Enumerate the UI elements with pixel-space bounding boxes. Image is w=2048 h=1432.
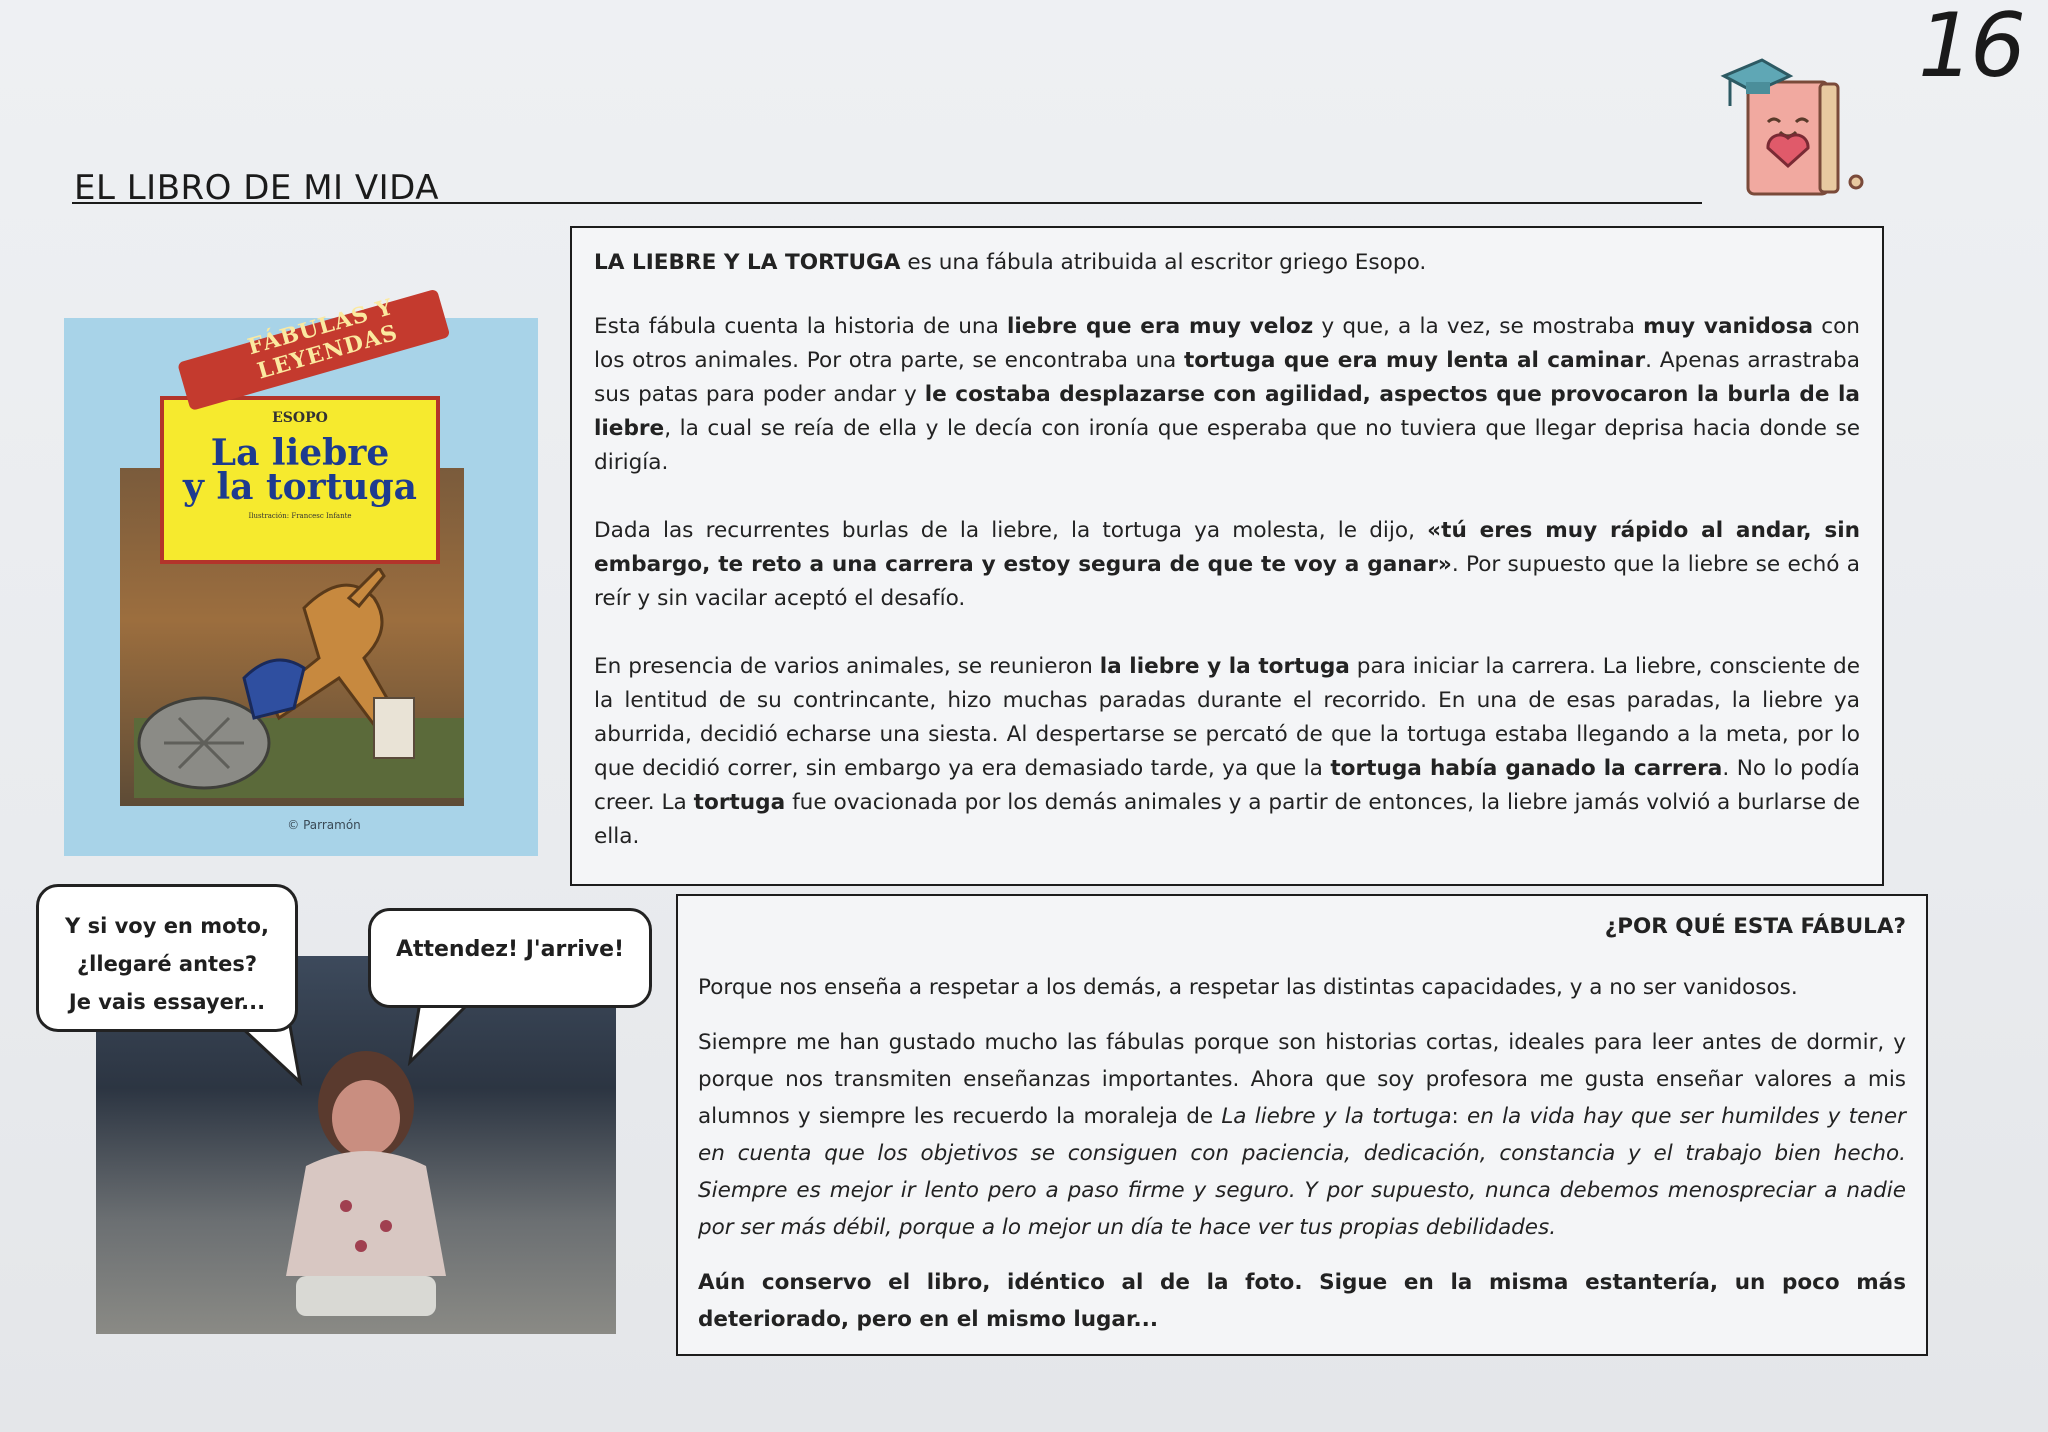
cover-series-text: FÁBULAS Y LEYENDAS — [244, 293, 401, 385]
cover-illustration-credit: Ilustración: Francesc Infante — [248, 512, 352, 520]
fable-p4-bold-2: tortuga había ganado la carrera — [1330, 756, 1723, 781]
fable-paragraph-1 — [594, 246, 1860, 280]
fable-p4-text-1: En presencia de varios animales, se reunieron — [594, 654, 1100, 679]
hare-and-tortoise-illustration — [134, 568, 464, 798]
bubble-left-line-2: ¿llegaré antes? — [76, 952, 258, 976]
fable-title-bold: LA LIEBRE Y LA TORTUGA — [594, 250, 901, 275]
fable-p4-bold-3: tortuga — [693, 790, 786, 815]
fable-p2-bold-2: muy vanidosa — [1643, 314, 1814, 339]
why-paragraph-1: Porque nos enseña a respetar a los demás, a respetar las distintas capacidades, y a no ser vanidosos. — [698, 975, 1798, 1000]
why-p2-moral: en la vida hay que ser humildes y tener en cuenta que los objetivos se consiguen con paciencia, dedicación, constancia y el trabajo bien hecho. Siempre es mejor ir lento pero a paso firme y seguro. Y por supuesto, nunca debemos menospreciar a nadie por ser más débil, porque a lo mejor un día te hace ver tus propias debilidades. — [698, 1104, 1906, 1240]
fable-paragraph-2 — [594, 310, 1860, 480]
fable-p2-bold-1: liebre que era muy veloz — [1006, 314, 1314, 339]
page-title: EL LIBRO DE MI VIDA — [74, 168, 439, 208]
fable-p2-text-2: y que, a la vez, se mostraba — [1313, 314, 1644, 339]
fable-p3-bold-1: «tú eres muy rápido al andar, sin embargo, te reto a una carrera y estoy segura de que te voy a ganar» — [594, 518, 1860, 577]
why-paragraph-2 — [698, 1024, 1906, 1246]
speech-bubble-left — [36, 884, 298, 1032]
fable-summary-box — [570, 226, 1884, 886]
why-paragraph-3: Aún conservo el libro, idéntico al de la foto. Sigue en la misma estantería, un poco más deteriorado, pero en el mismo lugar... — [698, 1270, 1906, 1332]
fable-p3-text-2: . Por supuesto que la liebre se echó a reír y sin vacilar aceptó el desafío. — [594, 552, 1860, 611]
page-number: 16 — [1918, 0, 2022, 97]
why-heading: ¿POR QUÉ ESTA FÁBULA? — [1604, 914, 1906, 939]
why-this-fable-box — [676, 894, 1928, 1356]
bubble-right-tail — [400, 1002, 490, 1066]
bubble-left-line-3: Je vais essayer... — [68, 990, 266, 1014]
fable-p1-text: es una fábula atribuida al escritor griego Esopo. — [900, 250, 1427, 275]
cover-publisher: © Parramón — [287, 818, 361, 832]
why-p2-text-2: : — [1451, 1104, 1467, 1129]
cover-title-line-2: y la tortuga — [183, 466, 417, 508]
fable-p2-bold-3: tortuga que era muy lenta al caminar — [1183, 348, 1646, 373]
bubble-left-tail — [230, 1026, 350, 1086]
fable-p2-text-4: . Apenas arrastraba sus patas para poder andar y — [594, 348, 1860, 407]
fable-paragraph-3 — [594, 514, 1860, 616]
fable-p4-text-4: fue ovacionada por los demás animales y a partir de entonces, la liebre jamás volvió a burlarse de ella. — [594, 790, 1860, 849]
cover-title — [160, 432, 440, 508]
fable-p2-text-5: , la cual se reía de ella y le decía con ironía que esperaba que no tuviera que llegar deprisa hacia donde se dirigía. — [594, 416, 1860, 475]
speech-bubble-right: Attendez! J'arrive! — [368, 908, 652, 1008]
book-cover-image — [64, 293, 538, 856]
cover-publisher-name: Parramón — [303, 818, 361, 832]
why-p2-text-1: Siempre me han gustado mucho las fábulas porque son historias cortas, ideales para leer antes de dormir, y porque nos transmiten enseñanzas importantes. Ahora que soy profesora me gusta enseñar valores a mis alumnos y siempre les recuerdo la moraleja de — [698, 1030, 1906, 1129]
fable-p3-text-1: Dada las recurrentes burlas de la liebre, la tortuga ya molesta, le dijo, — [594, 518, 1428, 543]
fable-p2-text-1: Esta fábula cuenta la historia de una — [594, 314, 1007, 339]
book-mascot-icon — [1710, 54, 1870, 204]
fable-p2-bold-4: le costaba desplazarse con agilidad, aspectos que provocaron la burla de la liebre — [594, 382, 1861, 441]
bubble-left-line-1: Y si voy en moto, — [65, 914, 269, 938]
cover-author: ESOPO — [272, 410, 328, 426]
fable-p2-text-3: con los otros animales. Por otra parte, se encontraba una — [594, 314, 1860, 373]
fable-paragraph-4 — [594, 650, 1860, 854]
why-p2-book-title: La liebre y la tortuga — [1221, 1104, 1452, 1129]
cover-title-line-1: La liebre — [210, 432, 390, 474]
fable-p4-bold-1: la liebre y la tortuga — [1099, 654, 1350, 679]
fable-p4-text-3: . No lo podía creer. La — [594, 756, 1860, 815]
title-underline — [72, 202, 1702, 204]
fable-p4-text-2: para iniciar la carrera. La liebre, consciente de la lentitud de su contrincante, hizo muchas paradas durante el recorrido. En una de esas paradas, la liebre ya aburrida, decidió echarse una siesta. Al despertarse se percató de que la tortuga estaba llegando a la meta, por lo que decidió correr, sin embargo ya era demasiado tarde, ya que la — [594, 654, 1860, 781]
